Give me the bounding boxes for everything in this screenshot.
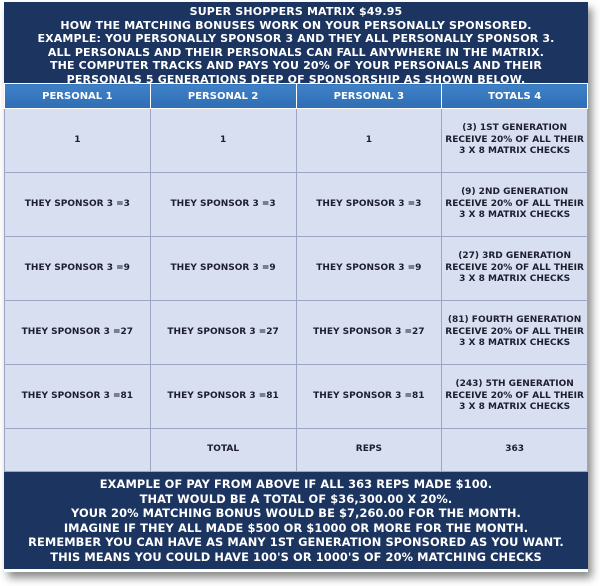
table-row (5, 301, 588, 365)
footer-line: REMEMBER YOU CAN HAVE AS MANY 1ST GENERATION SPONSORED AS YOU WANT. (28, 535, 564, 550)
generation-total-cell: (81) FOURTH GENERATION RECEIVE 20% OF ALL THEIR 3 X 8 MATRIX CHECKS (442, 301, 588, 365)
header-line: ALL PERSONALS AND THEIR PERSONALS CAN FALL ANYWHERE IN THE MATRIX. (47, 45, 545, 59)
footer-line: EXAMPLE OF PAY FROM ABOVE IF ALL 363 REPS MADE $100. (99, 477, 493, 491)
sponsorship-table (4, 83, 588, 472)
table-cell: THEY SPONSOR 3 =3 (150, 173, 296, 237)
table-cell: THEY SPONSOR 3 =27 (296, 301, 442, 365)
table-cell: THEY SPONSOR 3 =3 (296, 173, 442, 237)
table-row (5, 109, 588, 173)
header-line: THE COMPUTER TRACKS AND PAYS YOU 20% OF YOUR PERSONALS AND THEIR (49, 59, 543, 73)
footer-line: IMAGINE IF THEY ALL MADE $500 OR $1000 OR MORE FOR THE MONTH. (63, 520, 529, 535)
table-cell: THEY SPONSOR 3 =9 (5, 237, 151, 301)
table-cell: THEY SPONSOR 3 =81 (5, 365, 151, 429)
column-header-totals: TOTALS 4 (442, 84, 588, 109)
header-banner (4, 2, 588, 86)
reps-label: REPS (296, 429, 442, 472)
header-line: HOW THE MATCHING BONUSES WORK ON YOUR PERSONALLY SPONSORED. (60, 18, 532, 32)
table-cell: THEY SPONSOR 3 =27 (150, 301, 296, 365)
footer-line: THAT WOULD BE A TOTAL OF $36,300.00 X 20%. (139, 491, 453, 506)
table-cell: 1 (5, 109, 151, 173)
column-header-personal-1: PERSONAL 1 (5, 84, 151, 109)
total-reps-value: 363 (442, 429, 588, 472)
generation-total-cell: (9) 2ND GENERATION RECEIVE 20% OF ALL THEIR 3 X 8 MATRIX CHECKS (442, 173, 588, 237)
table-cell: THEY SPONSOR 3 =9 (296, 237, 442, 301)
generation-total-cell: (243) 5TH GENERATION RECEIVE 20% OF ALL THEIR 3 X 8 MATRIX CHECKS (442, 365, 588, 429)
table-cell: THEY SPONSOR 3 =9 (150, 237, 296, 301)
table-row (5, 237, 588, 301)
generation-total-cell: (3) 1ST GENERATION RECEIVE 20% OF ALL THEIR 3 X 8 MATRIX CHECKS (442, 109, 588, 173)
table-row (5, 365, 588, 429)
table-cell: THEY SPONSOR 3 =27 (5, 301, 151, 365)
footer-line: YOUR 20% MATCHING BONUS WOULD BE $7,260.00 FOR THE MONTH. (71, 506, 521, 521)
total-row (5, 429, 588, 472)
table-cell: 1 (150, 109, 296, 173)
header-line: EXAMPLE: YOU PERSONALLY SPONSOR 3 AND THEY ALL PERSONALLY SPONSOR 3. (37, 32, 555, 46)
matrix-infographic (4, 2, 588, 572)
table-cell: THEY SPONSOR 3 =81 (150, 365, 296, 429)
table-cell-empty (5, 429, 151, 472)
column-header-personal-2: PERSONAL 2 (150, 84, 296, 109)
generation-total-cell: (27) 3RD GENERATION RECEIVE 20% OF ALL THEIR 3 X 8 MATRIX CHECKS (442, 237, 588, 301)
table-header-row (5, 84, 588, 109)
footer-line: THIS MEANS YOU COULD HAVE 100'S OR 1000'S OF 20% MATCHING CHECKS (50, 549, 542, 564)
header-line: PERSONALS 5 GENERATIONS DEEP OF SPONSORSHIP AS SHOWN BELOW. (66, 72, 526, 86)
table-cell: THEY SPONSOR 3 =81 (296, 365, 442, 429)
total-label: TOTAL (150, 429, 296, 472)
footer-banner (4, 472, 588, 569)
header-title: SUPER SHOPPERS MATRIX $49.95 (189, 5, 403, 18)
column-header-personal-3: PERSONAL 3 (296, 84, 442, 109)
table-cell: THEY SPONSOR 3 =3 (5, 173, 151, 237)
table-cell: 1 (296, 109, 442, 173)
table-row (5, 173, 588, 237)
